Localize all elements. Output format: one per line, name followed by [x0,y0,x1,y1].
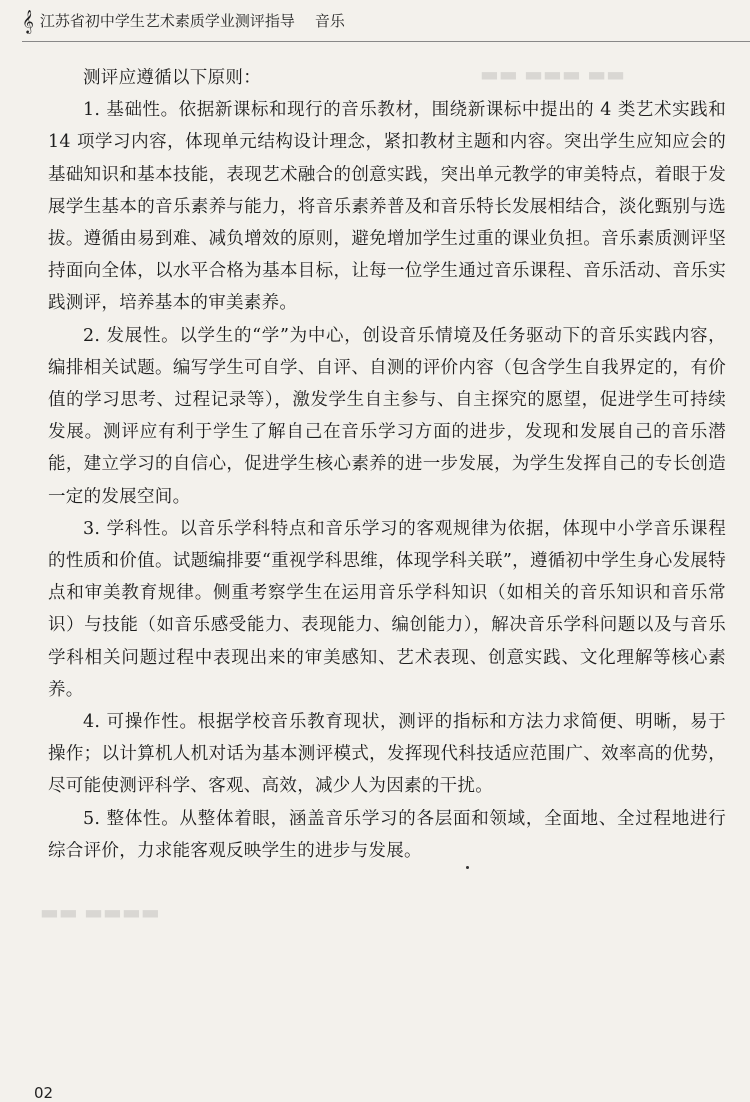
bleed-through-decoration: ▬▬ ▬▬▬ ▬▬ [480,62,625,86]
principle-paragraph: 4. 可操作性。根据学校音乐教育现状，测评的指标和方法力求简便、明晰，易于操作；以计算机人机对话为基本测评模式，发挥现代科技适应范围广、效率高的优势，尽可能使测评科学、客观、高效，减少人为因素的干扰。 [48,712,726,797]
header-subject: 音乐 [314,12,345,30]
document-body [48,62,726,867]
principle-paragraph: 2. 发展性。以学生的“学”为中心，创设音乐情境及任务驱动下的音乐实践内容，编排相关试题。编写学生可自学、自评、自测的评价内容（包含学生自我界定的，有价值的学习思考、过程记录等），激发学生自主参与、自主探究的愿望，促进学生可持续发展。测评应有利于学生了解自己在音乐学习方面的进步，发现和发展自己的音乐潜能，建立学习的自信心，促进学生核心素养的进一步发展，为学生发挥自己的专长创造一定的发展空间。 [48,325,726,507]
principle-paragraph: 1. 基础性。依据新课标和现行的音乐教材，围绕新课标中提出的 4 类艺术实践和 14 项学习内容，体现单元结构设计理念，紧扣教材主题和内容。突出学生应知应会的基础知识和基本技能，表现艺术融合的创意实践，突出单元教学的审美特点，着眼于发展学生基本的音乐素养与能力，将音乐素养普及和音乐特长发展相结合，淡化甄别与选拔。遵循由易到难、减负增效的原则，避免增加学生过重的课业负担。音乐素质测评坚持面向全体，以水平合格为基本目标，让每一位学生通过音乐课程、音乐活动、音乐实践测评，培养基本的审美素养。 [48,100,726,314]
principle-paragraph: 3. 学科性。以音乐学科特点和音乐学习的客观规律为依据，体现中小学音乐课程的性质和价值。试题编排要“重视学科思维，体现学科关联”，遵循初中学生身心发展特点和审美教育规律。侧重考察学生在运用音乐学科知识（如相关的音乐知识和音乐常识）与技能（如音乐感受能力、表现能力、编创能力），解决音乐学科问题以及与音乐学科相关问题过程中表现出来的审美感知、艺术表现、创意实践、文化理解等核心素养。 [48,518,726,700]
page-number: 02 [34,1084,54,1102]
bleed-through-decoration: ▬▬ ▬▬▬▬ [40,900,160,924]
intro-paragraph: 测评应遵循以下原则： [83,68,261,88]
header-title: 江苏省初中学生艺术素质学业测评指导 [39,12,295,30]
header-rule [22,41,750,42]
running-header [22,10,345,31]
principle-paragraph: 5. 整体性。从整体着眼，涵盖音乐学习的各层面和领域，全面地、全过程地进行综合评价，力求能客观反映学生的进步与发展。 [48,808,726,861]
treble-clef-icon: 𝄞 [22,8,34,33]
stray-dot [466,866,469,869]
